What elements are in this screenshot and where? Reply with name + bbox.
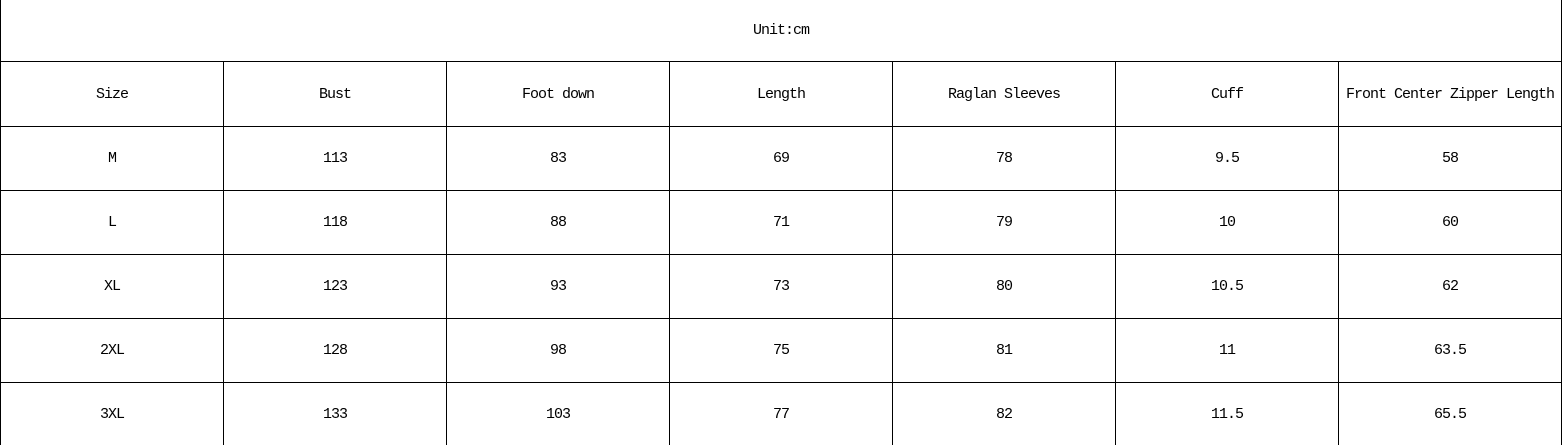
column-header-bust: Bust <box>224 62 447 127</box>
cell-bust: 133 <box>224 383 447 445</box>
cell-raglan-sleeves: 78 <box>893 127 1116 191</box>
cell-front-center-zipper-length: 65.5 <box>1339 383 1562 445</box>
column-header-cuff: Cuff <box>1116 62 1339 127</box>
cell-bust: 118 <box>224 191 447 255</box>
table-row-m <box>1 127 1562 191</box>
cell-cuff: 11 <box>1116 319 1339 383</box>
cell-cuff: 10 <box>1116 191 1339 255</box>
cell-cuff: 9.5 <box>1116 127 1339 191</box>
table-row-xl <box>1 255 1562 319</box>
cell-bust: 128 <box>224 319 447 383</box>
unit-label: Unit:cm <box>1 0 1562 62</box>
cell-front-center-zipper-length: 60 <box>1339 191 1562 255</box>
column-header-length: Length <box>670 62 893 127</box>
cell-bust: 113 <box>224 127 447 191</box>
cell-length: 73 <box>670 255 893 319</box>
cell-cuff: 11.5 <box>1116 383 1339 445</box>
header-row <box>1 62 1562 127</box>
cell-length: 77 <box>670 383 893 445</box>
cell-size: M <box>1 127 224 191</box>
cell-raglan-sleeves: 79 <box>893 191 1116 255</box>
column-header-raglan-sleeves: Raglan Sleeves <box>893 62 1116 127</box>
cell-front-center-zipper-length: 58 <box>1339 127 1562 191</box>
column-header-foot-down: Foot down <box>447 62 670 127</box>
cell-size: 3XL <box>1 383 224 445</box>
table-row-l <box>1 191 1562 255</box>
cell-size: L <box>1 191 224 255</box>
cell-bust: 123 <box>224 255 447 319</box>
cell-front-center-zipper-length: 63.5 <box>1339 319 1562 383</box>
table-row-2xl <box>1 319 1562 383</box>
cell-foot-down: 93 <box>447 255 670 319</box>
cell-foot-down: 103 <box>447 383 670 445</box>
cell-raglan-sleeves: 82 <box>893 383 1116 445</box>
cell-size: 2XL <box>1 319 224 383</box>
cell-raglan-sleeves: 80 <box>893 255 1116 319</box>
cell-front-center-zipper-length: 62 <box>1339 255 1562 319</box>
column-header-front-center-zipper-length: Front Center Zipper Length <box>1339 62 1562 127</box>
cell-raglan-sleeves: 81 <box>893 319 1116 383</box>
cell-foot-down: 83 <box>447 127 670 191</box>
table-row-3xl <box>1 383 1562 445</box>
column-header-size: Size <box>1 62 224 127</box>
cell-length: 71 <box>670 191 893 255</box>
cell-foot-down: 88 <box>447 191 670 255</box>
cell-foot-down: 98 <box>447 319 670 383</box>
cell-size: XL <box>1 255 224 319</box>
cell-length: 69 <box>670 127 893 191</box>
cell-length: 75 <box>670 319 893 383</box>
cell-cuff: 10.5 <box>1116 255 1339 319</box>
unit-row <box>1 0 1562 62</box>
